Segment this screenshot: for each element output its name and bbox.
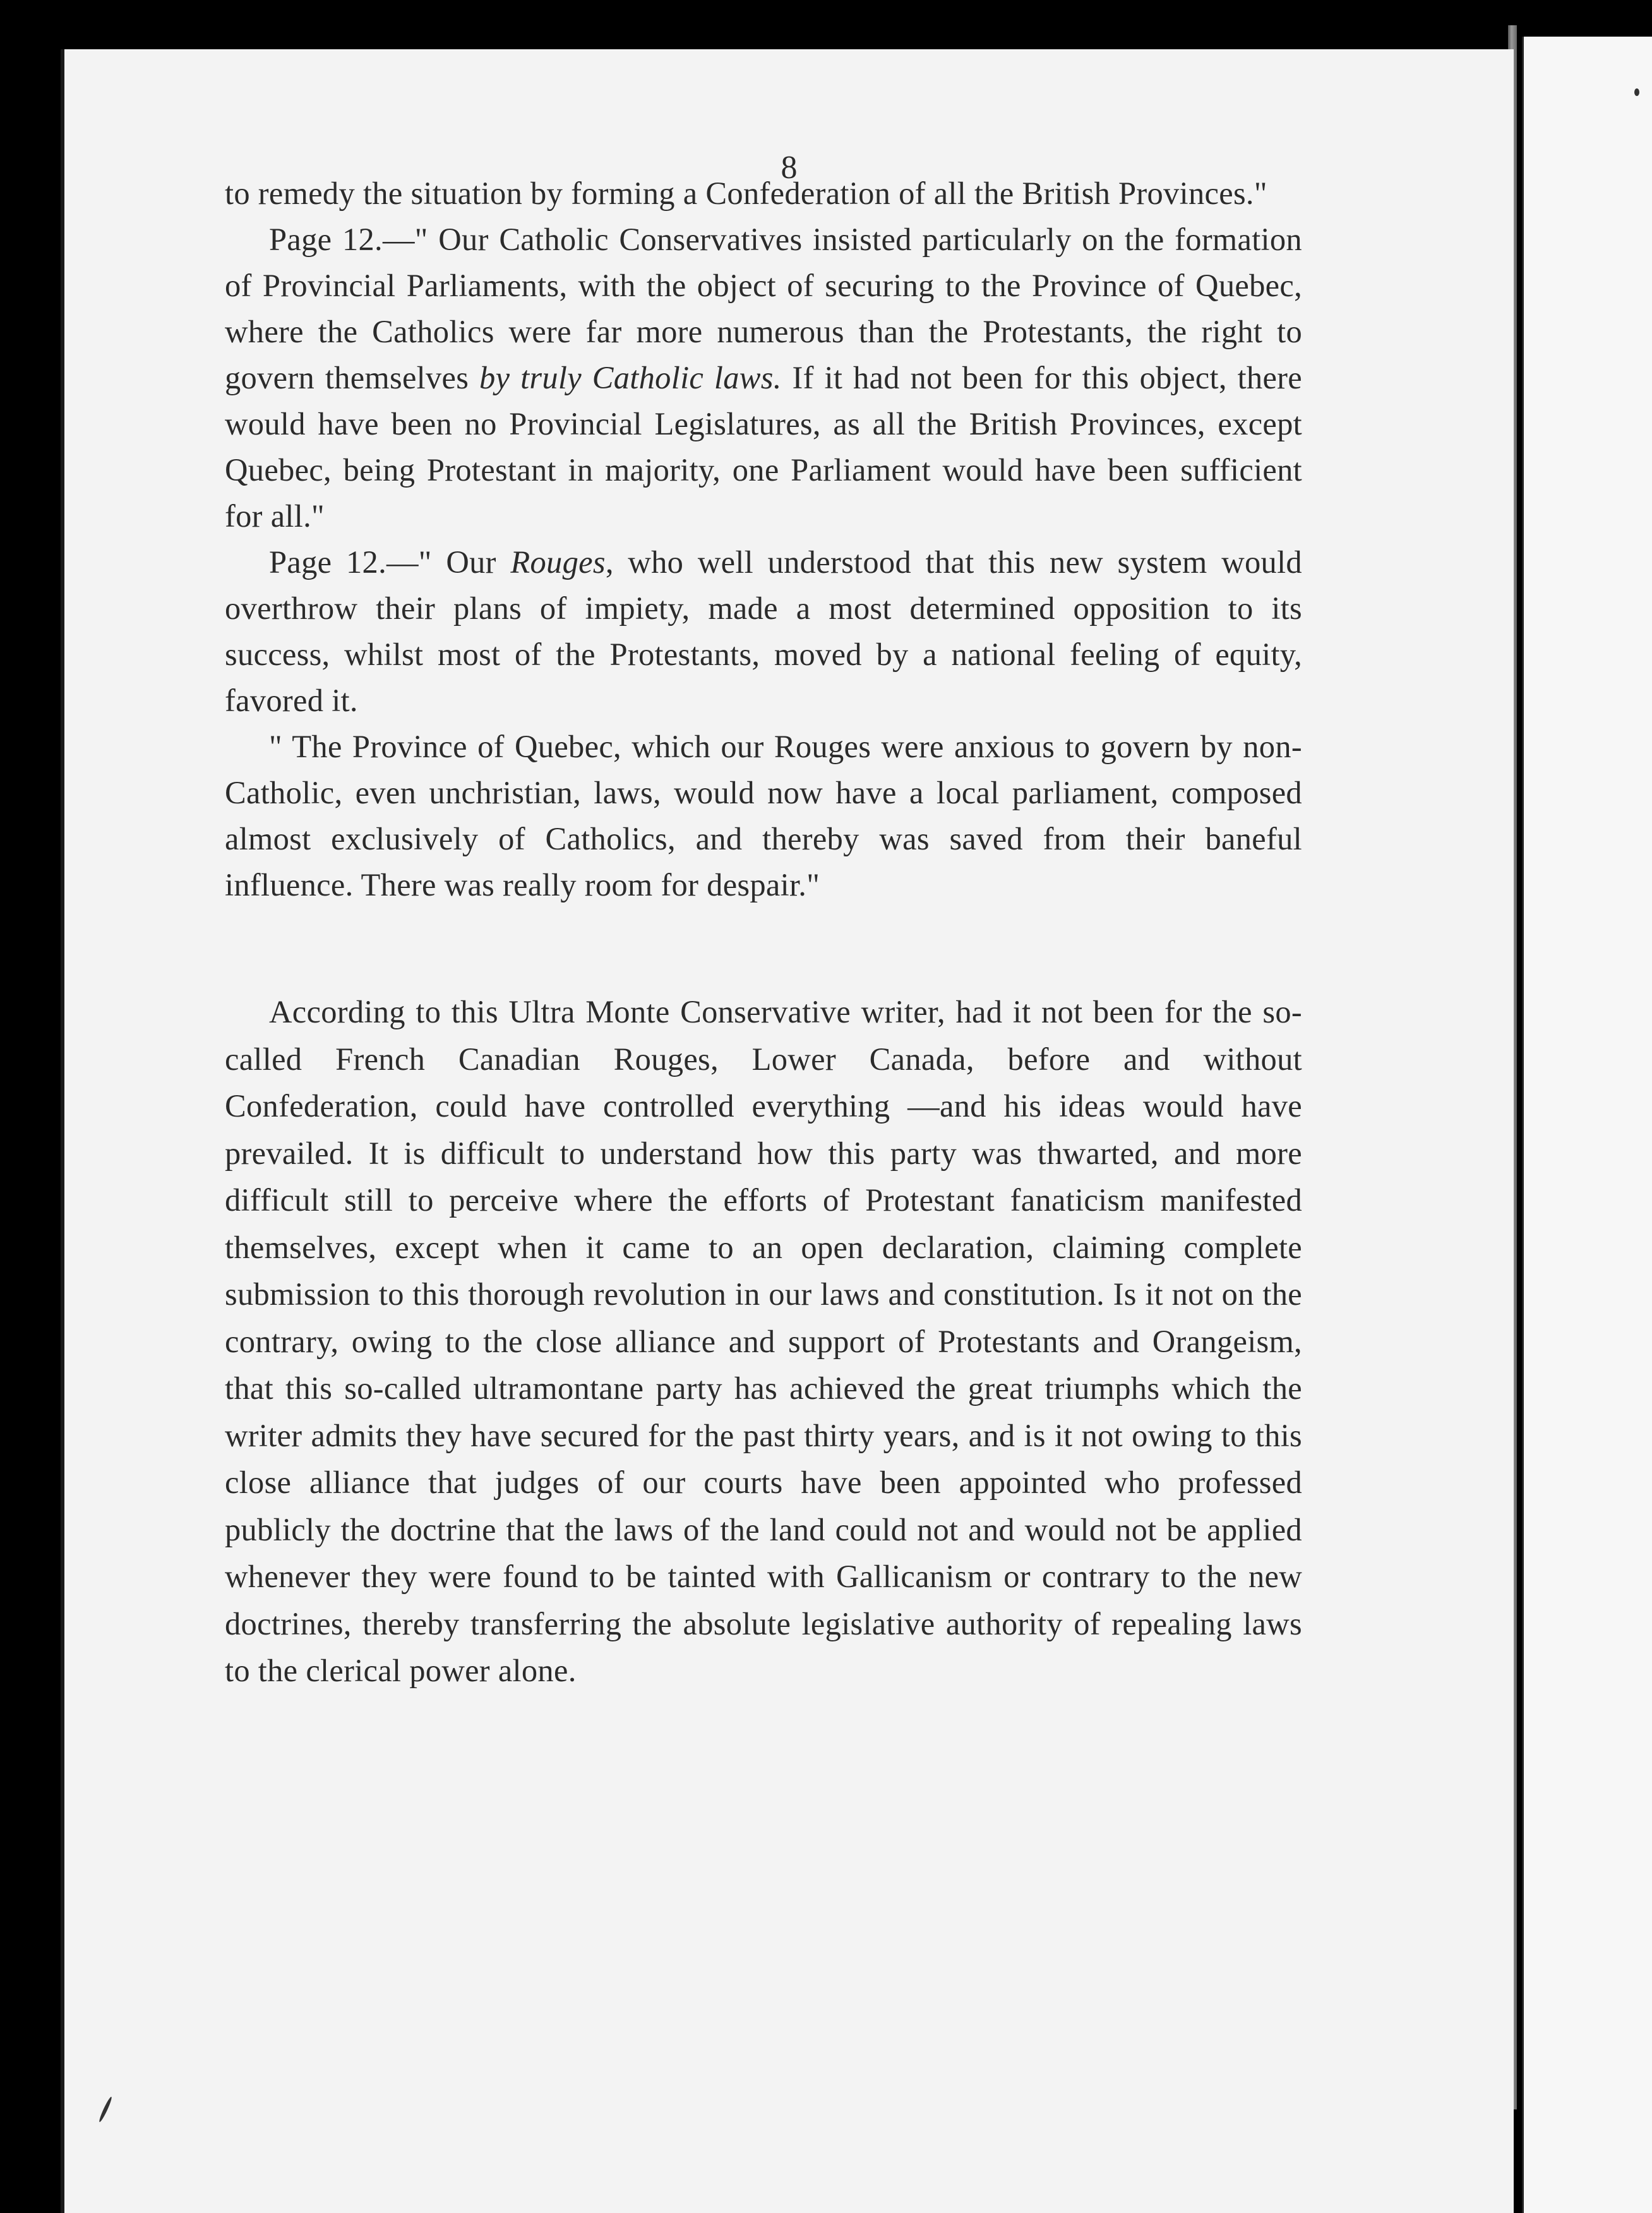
scan-mark [1634,88,1639,96]
italic-phrase: by truly Catholic laws. [479,360,782,395]
quote-paragraph-province: " The Province of Quebec, which our Rouges were anxious to govern by non-Catholic, even unchristian, laws, would now have a local parliament, composed almost exclusively of Catholics, and thereby was saved from their baneful influence. There was really room for despair." [225,729,1302,903]
lower-text-block [225,988,1302,1694]
paragraph-text: Page 12.—" Our [269,544,511,580]
upper-text-block [225,171,1302,908]
paragraph-text: If it had not been for this object, there would have been no Provincial Legislatures, as all the British Provinces, except Quebec, being Protestant in majority, one Parliament would have been sufficient for all." [225,360,1303,534]
paragraph-text: Page 12.—" Our Catholic Conservatives insisted particularly on the formation of Provincial Parliaments, with the object of securing to the Province of Quebec, where the Catholics were far more numerous than the Protestants, the right to govern themselves [225,222,1302,395]
quote-paragraph-page-12-a [225,217,1302,539]
paragraph-continuation: to remedy the situation by forming a Confederation of all the British Provinces." [225,176,1267,211]
quote-paragraph-page-12-b [225,539,1302,724]
italic-word: Rouges [510,544,606,580]
paragraph-text: , who well understood that this new system would overthrow their plans of impiety, made a most determined opposition to its success, whilst most of the Protestants, moved by a national feeling of equity, favored it. [225,544,1302,718]
facing-page-edge [1522,37,1652,2213]
page-number: 8 [781,150,798,186]
commentary-paragraph: According to this Ultra Monte Conservative writer, had it not been for the so-called French Canadian Rouges, Lower Canada, before and without Confederation, could have controlled everything —and his ideas would have prevailed. It is difficult to understand how this party was thwarted, and more difficult still to perceive where the efforts of Protestant fanaticism manifested themselves, except when it came to an open declaration, claiming complete submission to this thorough revolution in our laws and constitution. Is it not on the contrary, owing to the close alliance and support of Protestants and Orangeism, that this so-called ultramontane party has achieved the great triumphs which the writer admits they have secured for the past thirty years, and is it not owing to this close alliance that judges of our courts have been appointed who professed publicly the doctrine that the laws of the land could not and would not be applied whenever they were found to be tainted with Gallicanism or contrary to the new doctrines, thereby transferring the absolute legislative authority of repealing laws to the clerical power alone. [225,994,1302,1688]
